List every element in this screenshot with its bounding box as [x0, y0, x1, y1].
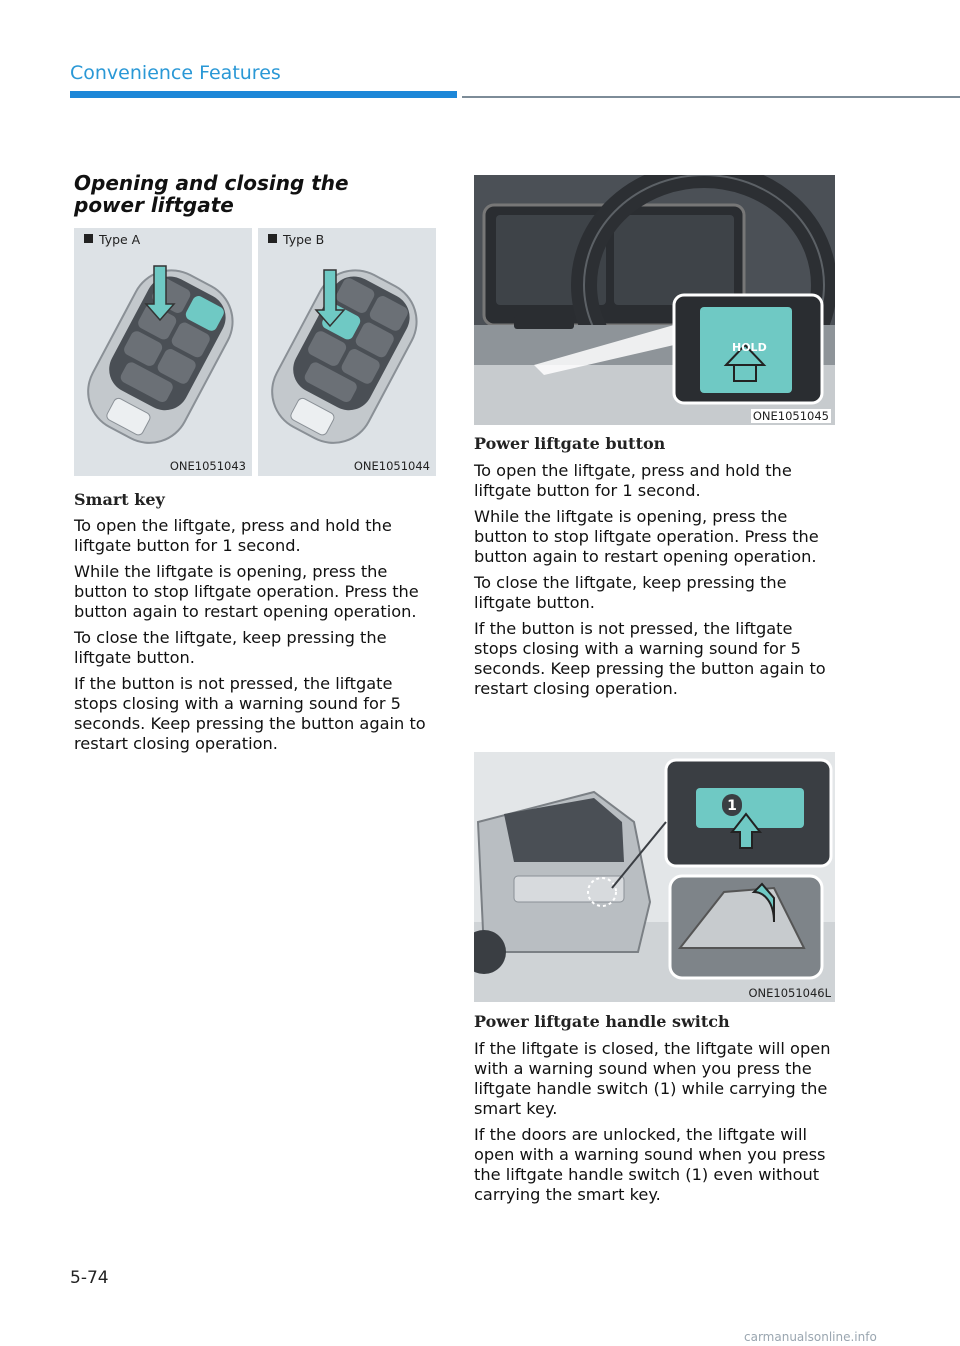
section-heading: Opening and closing the power liftgate: [74, 171, 349, 217]
hold-button-text: HOLD: [732, 341, 767, 354]
figure-liftgate-button: [474, 175, 835, 425]
figure-label: Type B: [283, 232, 325, 247]
figure-code: ONE1051046L: [748, 986, 831, 1000]
paragraph: If the button is not pressed, the liftgate stops closing with a warning sound for 5 seconds. Keep pressing the button again to restart closing operation.: [474, 619, 826, 698]
callout-1: 1: [722, 796, 742, 816]
subheading-handle-switch: Power liftgate handle switch: [474, 1012, 730, 1031]
liftgate-button-body: [474, 461, 836, 705]
figure-handle-switch: [474, 752, 835, 1002]
paragraph: While the liftgate is opening, press the button to stop liftgate operation. Press the button again to restart opening operation.: [474, 507, 819, 566]
paragraph: To open the liftgate, press and hold the liftgate button for 1 second.: [74, 516, 392, 555]
paragraph: To close the liftgate, keep pressing the liftgate button.: [474, 573, 787, 612]
handle-switch-body: [474, 1039, 836, 1211]
figure-code: ONE1051045: [752, 409, 829, 423]
figure-type-b: [258, 228, 436, 476]
figure-label: Type A: [99, 232, 141, 247]
header-rule-accent: [70, 91, 457, 98]
subheading-smart-key: Smart key: [74, 490, 165, 509]
figure-code: ONE1051043: [169, 459, 246, 473]
dashboard-illustration: [474, 175, 835, 425]
paragraph: To close the liftgate, keep pressing the liftgate button.: [74, 628, 387, 667]
footer-watermark: carmanualsonline.info: [744, 1330, 877, 1344]
subheading-liftgate-button: Power liftgate button: [474, 434, 666, 453]
paragraph: If the liftgate is closed, the liftgate will open with a warning sound when you press the liftgate handle switch (1) while carrying the smart key.: [474, 1039, 831, 1118]
paragraph: If the button is not pressed, the liftgate stops closing with a warning sound for 5 seconds. Keep pressing the button again to restart closing operation.: [74, 674, 426, 753]
vehicle-rear-illustration: [474, 752, 835, 1002]
smart-key-body: [74, 516, 436, 760]
page-number: 5-74: [70, 1268, 109, 1288]
header-rule: [462, 96, 960, 98]
smart-key-type-b-illustration: [258, 254, 436, 454]
paragraph: While the liftgate is opening, press the button to stop liftgate operation. Press the button again to restart opening operation.: [74, 562, 419, 621]
paragraph: To open the liftgate, press and hold the liftgate button for 1 second.: [474, 461, 792, 500]
smart-key-type-a-illustration: [74, 254, 252, 454]
figure-type-a: [74, 228, 252, 476]
paragraph: If the doors are unlocked, the liftgate will open with a warning sound when you press the liftgate handle switch (1) even without carrying the smart key.: [474, 1125, 826, 1204]
section-title: Convenience Features: [70, 62, 281, 84]
figure-code: ONE1051044: [353, 459, 430, 473]
